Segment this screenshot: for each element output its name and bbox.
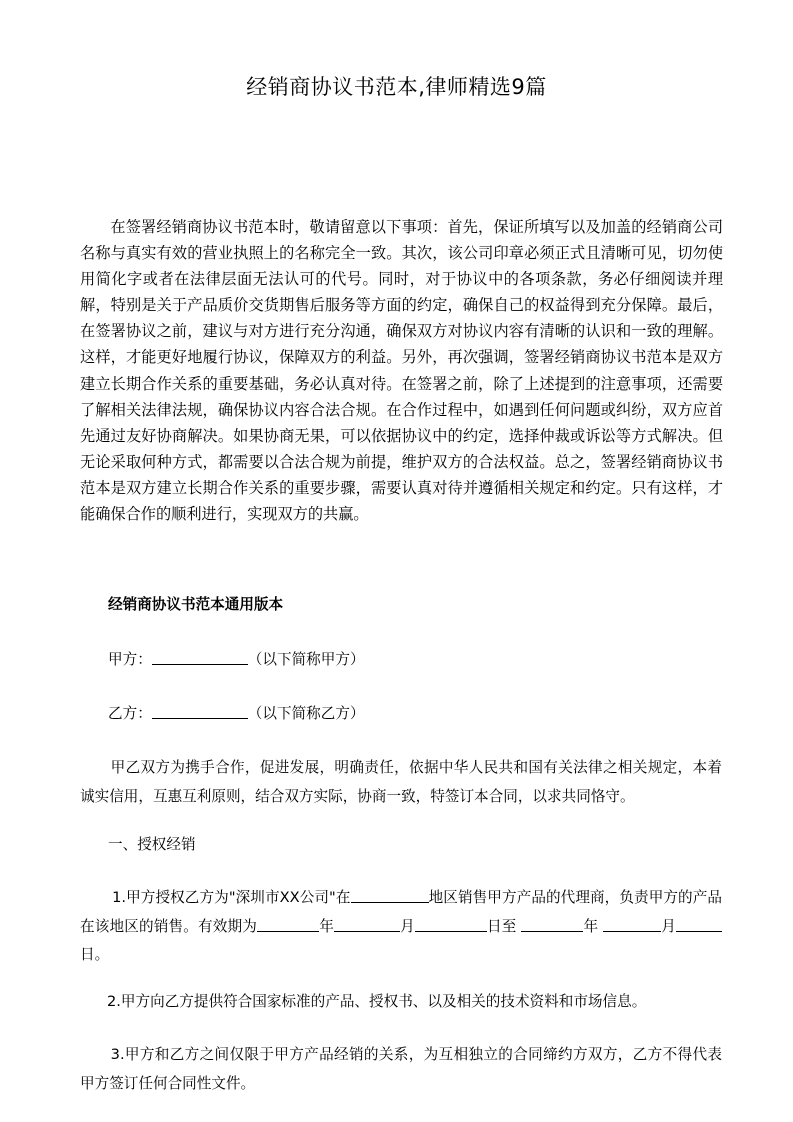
clause-1-year: 年 — [319, 917, 334, 935]
preamble-paragraph: 甲乙双方为携手合作，促进发展，明确责任，依据中华人民共和国有关法律之相关规定，本着诚实信用，互惠互利原则，结合双方实际，协商一致，特签订本合同，以求共同恪守。 — [80, 759, 722, 805]
party-b-line — [108, 703, 365, 725]
end-year-blank — [521, 917, 583, 932]
region-blank — [351, 888, 429, 903]
intro-paragraph: 在签署经销商协议书范本时，敬请留意以下事项：首先，保证所填写以及加盖的经销商公司名称与真实有效的营业执照上的名称完全一致。其次，该公司印章必须正式且清晰可见，切勿使用简化字或者在法律层面无法认可的代号。同时，对于协议中的各项条款，务必仔细阅读并理解，特别是关于产品质价交货期售后服务等方面的约定，确保自己的权益得到充分保障。最后，在签署协议之前，建议与对方进行充分沟通，确保双方对协议内容有清晰的认识和一致的理解。这样，才能更好地履行协议，保障双方的利益。另外，再次强调，签署经销商协议书范本是双方建立长期合作关系的重要基础，务必认真对待。在签署之前，除了上述提到的注意事项，还需要了解相关法律法规，确保协议内容合法合规。在合作过程中，如遇到任何问题或纠纷，双方应首先通过友好协商解决。如果协商无果，可以依据协议中的约定，选择仲裁或诉讼等方式解决。但无论采取何种方式，都需要以合法合规为前提，维护双方的合法权益。总之，签署经销商协议书范本是双方建立长期合作关系的重要步骤，需要认真对待并遵循相关规定和约定。只有这样，才能确保合作的顺利进行，实现双方的共赢。 — [80, 218, 723, 524]
clause-2-line: 2.甲方向乙方提供符合国家标准的产品、授权书、以及相关的技术资料和市场信息。 — [107, 993, 647, 1010]
party-b-label: 乙方： — [108, 705, 152, 722]
party-b-blank — [152, 704, 248, 719]
clause-1-part1: 1.甲方授权乙方为"深圳市XX公司"在 — [112, 889, 351, 906]
clause-1-paragraph — [80, 884, 722, 970]
clause-1-month: 月 — [399, 917, 415, 935]
end-day-blank — [676, 917, 722, 932]
article-1-heading: 一、授权经销 — [108, 836, 196, 853]
clause-1-part2: 地区销售甲方产品的代理商，负责甲方的产品在该地区的销售。有效期为 — [80, 889, 722, 935]
party-b-note: （以下简称乙方） — [247, 705, 365, 722]
clause-1-year2: 年 — [583, 917, 599, 935]
document-title: 经销商协议书范本,律师精选9篇 — [246, 75, 547, 99]
clause-1-day2: 日。 — [80, 946, 110, 963]
clause-3-paragraph: 3.甲方和乙方之间仅限于甲方产品经销的关系，为互相独立的合同缔约方双方，乙方不得代表甲方签订任何合同性文件。 — [80, 1046, 722, 1092]
start-month-blank — [334, 917, 400, 932]
party-a-blank — [152, 650, 248, 665]
start-year-blank — [257, 917, 319, 932]
party-a-line — [108, 649, 365, 671]
end-month-blank — [603, 917, 661, 932]
clause-1-day-to: 日至 — [486, 917, 517, 935]
start-day-blank — [415, 917, 487, 932]
section-title: 经销商协议书范本通用版本 — [108, 596, 284, 613]
party-a-label: 甲方： — [108, 651, 152, 668]
clause-1-month2: 月 — [661, 917, 676, 935]
party-a-note: （以下简称甲方） — [247, 651, 365, 668]
